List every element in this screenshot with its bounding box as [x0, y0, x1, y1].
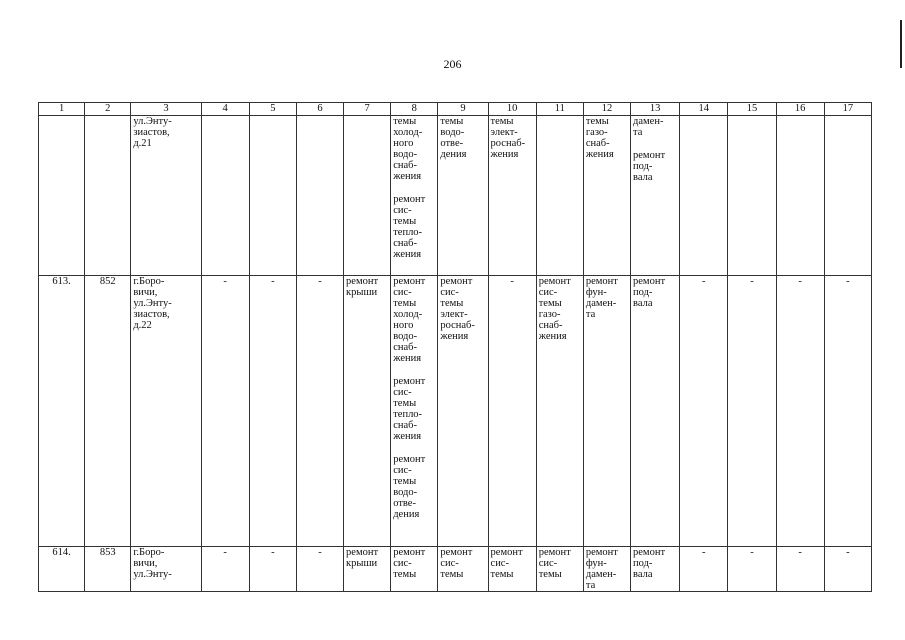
- cell-line: сис-: [393, 387, 412, 398]
- cell-col-8: [391, 116, 438, 276]
- col-header-11: 11: [536, 103, 583, 116]
- cell-col-15: -: [728, 547, 776, 592]
- cell-line: вичи,: [133, 287, 158, 298]
- cell-line: темы: [393, 216, 417, 227]
- cell-line: роснаб-: [440, 320, 475, 331]
- cell-line: ул.Энту-: [133, 298, 172, 309]
- cell-line: снаб-: [393, 160, 417, 171]
- cell-line: снаб-: [585, 138, 610, 149]
- cell-line: водо-: [393, 487, 418, 498]
- cell-line: темы: [585, 116, 609, 127]
- cell-line: ремонт: [440, 547, 473, 558]
- cell-paragraph: [393, 547, 435, 580]
- cell-col-6: -: [296, 547, 343, 592]
- cell-line: темы: [440, 116, 464, 127]
- table-row: [39, 547, 872, 592]
- cell-line: сис-: [393, 205, 412, 216]
- cell-line: темы: [490, 569, 514, 580]
- cell-line: жения: [538, 331, 567, 342]
- cell-col-9: [438, 116, 488, 276]
- col-header-14: 14: [680, 103, 728, 116]
- scan-edge-mark: [900, 20, 902, 68]
- cell-line: темы: [538, 298, 562, 309]
- cell-col-2: 852: [85, 276, 131, 547]
- cell-line: ремонт: [538, 547, 571, 558]
- cell-line: снаб-: [538, 320, 563, 331]
- cell-col-9: [438, 276, 488, 547]
- cell-line: дамен-: [585, 569, 617, 580]
- col-header-5: 5: [249, 103, 296, 116]
- cell-col-4: -: [201, 276, 249, 547]
- cell-line: ул.Энту-: [133, 569, 172, 580]
- cell-line: вала: [633, 569, 653, 580]
- cell-col-3: [131, 116, 201, 276]
- cell-paragraph: [539, 276, 581, 342]
- cell-line: дения: [393, 509, 420, 520]
- cell-line: жения: [393, 171, 422, 182]
- cell-paragraph: [393, 376, 435, 442]
- cell-col-7: [344, 116, 391, 276]
- cell-line: отве-: [440, 138, 464, 149]
- cell-paragraph: [491, 116, 534, 160]
- cell-line: холод-: [393, 127, 423, 138]
- cell-line: ремонт: [393, 194, 426, 205]
- cell-paragraph: [633, 150, 677, 183]
- cell-paragraph: [586, 116, 628, 160]
- cell-line: жения: [393, 249, 422, 260]
- cell-col-5: [249, 116, 296, 276]
- cell-col-5: -: [249, 547, 296, 592]
- cell-line: темы: [490, 116, 514, 127]
- cell-col-3: [131, 547, 201, 592]
- page-number: 206: [443, 57, 462, 71]
- col-header-12: 12: [583, 103, 630, 116]
- cell-line: отве-: [393, 498, 416, 509]
- cell-line: темы: [440, 298, 464, 309]
- cell-line: та: [633, 127, 643, 138]
- cell-col-2: [85, 116, 131, 276]
- cell-line: жения: [393, 431, 422, 442]
- cell-line: темы: [393, 569, 417, 580]
- cell-col-12: [583, 116, 630, 276]
- cell-line: элект-: [440, 309, 468, 320]
- cell-line: ремонт: [633, 150, 666, 161]
- cell-line: водо-: [440, 127, 465, 138]
- column-number-row: [39, 103, 872, 116]
- cell-col-7: [344, 547, 391, 592]
- cell-line: сис-: [538, 287, 558, 298]
- cell-line: ремонт: [393, 276, 426, 287]
- cell-line: ремонт: [346, 547, 379, 558]
- cell-col-16: -: [776, 276, 824, 547]
- cell-line: ного: [393, 138, 414, 149]
- cell-line: водо-: [393, 331, 418, 342]
- cell-col-3: [131, 276, 201, 547]
- repair-schedule-table: [38, 102, 872, 592]
- cell-line: ремонт: [346, 276, 379, 287]
- cell-line: вичи,: [133, 558, 158, 569]
- table-row: [39, 276, 872, 547]
- cell-col-16: -: [776, 547, 824, 592]
- cell-col-8: [391, 276, 438, 547]
- table-row: [39, 116, 872, 276]
- cell-col-5: -: [249, 276, 296, 547]
- cell-line: ремонт: [585, 547, 618, 558]
- cell-col-9: [438, 547, 488, 592]
- cell-line: ремонт: [633, 547, 666, 558]
- col-header-17: 17: [824, 103, 871, 116]
- cell-line: темы: [393, 298, 417, 309]
- cell-col-10: [488, 547, 536, 592]
- cell-line: газо-: [585, 127, 608, 138]
- cell-line: зиастов,: [133, 127, 170, 138]
- cell-paragraph: [393, 194, 435, 260]
- cell-line: ул.Энту-: [133, 116, 172, 127]
- cell-line: ремонт: [585, 276, 618, 287]
- cell-line: дамен-: [633, 116, 664, 127]
- cell-line: вала: [633, 172, 653, 183]
- cell-col-11: [536, 276, 583, 547]
- col-header-1: 1: [39, 103, 85, 116]
- cell-line: ного: [393, 320, 414, 331]
- cell-col-6: [296, 116, 343, 276]
- cell-col-11: [536, 116, 583, 276]
- cell-paragraph: [491, 547, 534, 580]
- cell-line: темы: [393, 116, 417, 127]
- cell-col-17: [824, 116, 871, 276]
- cell-line: г.Боро-: [133, 276, 165, 287]
- cell-col-12: [583, 276, 630, 547]
- cell-line: тепло-: [393, 409, 423, 420]
- cell-line: газо-: [538, 309, 561, 320]
- cell-paragraph: [633, 276, 677, 309]
- cell-line: сис-: [440, 287, 459, 298]
- cell-line: снаб-: [393, 342, 417, 353]
- cell-line: темы: [440, 569, 464, 580]
- cell-line: ремонт: [393, 454, 426, 465]
- cell-line: темы: [393, 476, 417, 487]
- col-header-2: 2: [85, 103, 131, 116]
- col-header-16: 16: [776, 103, 824, 116]
- cell-col-8: [391, 547, 438, 592]
- cell-paragraph: [539, 547, 581, 580]
- cell-line: элект-: [490, 127, 518, 138]
- cell-col-13: [631, 116, 680, 276]
- col-header-13: 13: [631, 103, 680, 116]
- cell-line: зиастов,: [133, 309, 170, 320]
- cell-line: ремонт: [393, 547, 426, 558]
- cell-line: темы: [538, 569, 562, 580]
- cell-line: д.22: [133, 320, 152, 331]
- cell-line: холод-: [393, 309, 423, 320]
- cell-paragraph: [393, 116, 435, 182]
- cell-col-13: [631, 276, 680, 547]
- col-header-8: 8: [391, 103, 438, 116]
- cell-paragraph: [440, 116, 485, 160]
- cell-line: под-: [633, 287, 653, 298]
- cell-line: сис-: [538, 558, 558, 569]
- cell-line: ремонт: [440, 276, 473, 287]
- cell-line: сис-: [393, 558, 412, 569]
- cell-line: г.Боро-: [133, 547, 165, 558]
- cell-line: та: [585, 580, 596, 591]
- col-header-7: 7: [344, 103, 391, 116]
- cell-col-10: -: [488, 276, 536, 547]
- cell-col-7: [344, 276, 391, 547]
- cell-col-4: [201, 116, 249, 276]
- cell-line: под-: [633, 161, 653, 172]
- col-header-6: 6: [296, 103, 343, 116]
- cell-col-16: [776, 116, 824, 276]
- cell-line: снаб-: [393, 420, 417, 431]
- cell-col-14: -: [680, 547, 728, 592]
- cell-line: сис-: [440, 558, 459, 569]
- col-header-15: 15: [728, 103, 776, 116]
- cell-paragraph: [633, 116, 677, 138]
- cell-line: сис-: [490, 558, 509, 569]
- cell-col-4: -: [201, 547, 249, 592]
- cell-line: тепло-: [393, 227, 423, 238]
- cell-col-1: 613.: [39, 276, 85, 547]
- cell-col-17: -: [824, 547, 871, 592]
- cell-col-15: [728, 116, 776, 276]
- col-header-9: 9: [438, 103, 488, 116]
- cell-paragraph: [440, 276, 485, 342]
- cell-col-17: -: [824, 276, 871, 547]
- cell-line: сис-: [393, 465, 412, 476]
- cell-line: водо-: [393, 149, 418, 160]
- cell-line: жения: [585, 149, 614, 160]
- cell-line: дамен-: [585, 298, 617, 309]
- col-header-10: 10: [488, 103, 536, 116]
- cell-line: крыши: [346, 558, 378, 569]
- cell-col-2: 853: [85, 547, 131, 592]
- cell-col-11: [536, 547, 583, 592]
- cell-line: та: [585, 309, 596, 320]
- cell-col-14: -: [680, 276, 728, 547]
- cell-paragraph: [633, 547, 677, 580]
- cell-col-14: [680, 116, 728, 276]
- cell-line: снаб-: [393, 238, 417, 249]
- cell-col-10: [488, 116, 536, 276]
- cell-line: жения: [393, 353, 422, 364]
- cell-paragraph: [393, 454, 435, 520]
- cell-paragraph: [586, 276, 628, 320]
- cell-col-1: 614.: [39, 547, 85, 592]
- cell-col-1: [39, 116, 85, 276]
- cell-col-12: [583, 547, 630, 592]
- cell-line: вала: [633, 298, 653, 309]
- cell-line: роснаб-: [490, 138, 526, 149]
- cell-line: фун-: [585, 287, 607, 298]
- cell-paragraph: [586, 547, 628, 591]
- cell-col-15: -: [728, 276, 776, 547]
- cell-line: темы: [393, 398, 417, 409]
- cell-line: ремонт: [633, 276, 666, 287]
- cell-line: д.21: [133, 138, 152, 149]
- cell-line: ремонт: [490, 547, 523, 558]
- cell-line: дения: [440, 149, 467, 160]
- col-header-3: 3: [131, 103, 201, 116]
- cell-line: крыши: [346, 287, 378, 298]
- cell-line: жения: [440, 331, 469, 342]
- cell-line: фун-: [585, 558, 607, 569]
- cell-paragraph: [393, 276, 435, 364]
- cell-line: ремонт: [538, 276, 571, 287]
- cell-col-13: [631, 547, 680, 592]
- cell-line: ремонт: [393, 376, 426, 387]
- cell-paragraph: [440, 547, 485, 580]
- cell-line: сис-: [393, 287, 412, 298]
- cell-line: под-: [633, 558, 653, 569]
- cell-line: жения: [490, 149, 519, 160]
- cell-col-6: -: [296, 276, 343, 547]
- col-header-4: 4: [201, 103, 249, 116]
